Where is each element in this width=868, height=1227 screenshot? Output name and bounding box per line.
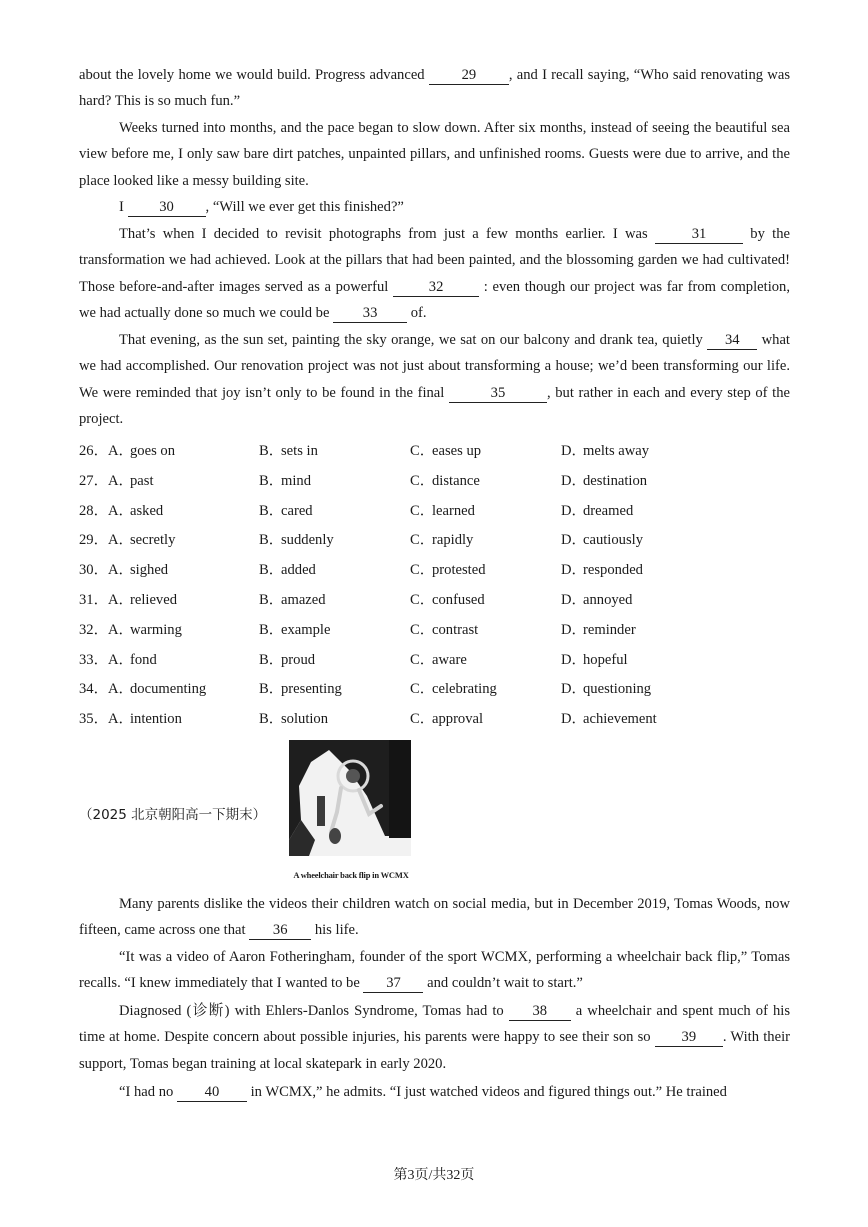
option-letter: C．: [410, 681, 435, 698]
question-row: [79, 470, 790, 492]
photo-illustration: [289, 740, 411, 856]
option-letter: D．: [561, 562, 587, 579]
option-text: contrast: [432, 621, 479, 638]
option-letter: B．: [259, 502, 284, 519]
option-a: [108, 470, 154, 492]
option-letter: A．: [108, 443, 134, 459]
option-letter: D．: [561, 532, 587, 549]
option-letter: C．: [410, 502, 435, 519]
question-number: 32．: [79, 621, 109, 638]
option-c: [410, 500, 475, 522]
option-text: proud: [281, 651, 316, 668]
option-letter: A．: [108, 532, 134, 549]
option-text: amazed: [281, 592, 326, 608]
option-letter: D．: [561, 472, 587, 489]
option-d: [561, 678, 651, 700]
option-d: [561, 440, 649, 462]
option-text: rapidly: [432, 532, 474, 549]
option-letter: B．: [259, 621, 284, 638]
option-text: protested: [432, 562, 486, 579]
option-a: [108, 440, 175, 462]
option-text: hopeful: [583, 651, 628, 668]
option-c: [410, 678, 497, 700]
blank-32: 32: [393, 278, 479, 297]
option-b: [259, 708, 328, 730]
option-letter: D．: [561, 443, 587, 459]
wheelchair-flip-photo: [289, 740, 411, 856]
question-number: 33．: [79, 651, 109, 668]
option-text: aware: [432, 651, 467, 668]
option-text: suddenly: [281, 532, 334, 549]
option-a: [108, 678, 206, 700]
option-text: dreamed: [583, 502, 634, 519]
option-letter: C．: [410, 472, 435, 489]
passage2-paragraph-3: Diagnosed (诊断) with Ehlers-Danlos Syndrome, Tomas had to 38 a wheelchair and spent much of his time at home. Despite concern about possible injuries, his parents were happy to see their son so 39 . With their support, Tomas began training at local skatepark in early 2020.: [79, 1003, 790, 1072]
passage1-paragraph-4: That’s when I decided to revisit photographs from just a few months earlier. I was 31 by the transformation we had achieved. Look at the pillars that had been painted, and the blossoming garden we had cultivated! Those before-and-after images served as a powerful 32 : even though our project was far from completion, we had actually done so much we could be 33 of.: [79, 226, 790, 321]
question-number: 28．: [79, 502, 109, 519]
option-letter: B．: [259, 592, 284, 608]
option-text: cared: [281, 502, 313, 519]
option-text: presenting: [281, 681, 342, 698]
passage1-paragraph-3: I 30 , “Will we ever get this finished?”: [119, 199, 404, 215]
option-text: intention: [130, 711, 182, 728]
option-c: [410, 440, 481, 462]
option-a: [108, 708, 182, 730]
blank-30: 30: [128, 198, 206, 217]
option-b: [259, 559, 316, 581]
option-letter: B．: [259, 681, 284, 698]
option-text: questioning: [583, 681, 652, 698]
question-row: [79, 678, 790, 700]
option-letter: B．: [259, 472, 284, 489]
option-a: [108, 559, 168, 581]
option-text: mind: [281, 472, 311, 489]
option-text: approval: [432, 711, 484, 728]
passage2-paragraph-4: “I had no 40 in WCMX,” he admits. “I just watched videos and figured things out.” He trained: [119, 1084, 727, 1100]
option-text: responded: [583, 562, 643, 579]
question-row: [79, 529, 790, 551]
option-letter: A．: [108, 472, 134, 489]
blank-35: 35: [449, 384, 547, 403]
option-letter: D．: [561, 502, 587, 519]
blank-39: 39: [655, 1028, 723, 1047]
question-row: [79, 440, 790, 462]
option-text: melts away: [583, 443, 650, 459]
blank-29: 29: [429, 66, 509, 85]
option-d: [561, 470, 647, 492]
option-letter: C．: [410, 621, 435, 638]
option-text: confused: [432, 592, 485, 608]
option-text: fond: [130, 651, 157, 668]
option-letter: C．: [410, 651, 435, 668]
option-b: [259, 500, 313, 522]
option-letter: B．: [259, 711, 284, 728]
option-c: [410, 619, 478, 641]
option-a: [108, 529, 175, 551]
passage2-paragraph-1: Many parents dislike the videos their children watch on social media, but in December 2019, Tomas Woods, now fifteen, came across one that 36 his life.: [79, 896, 790, 939]
option-letter: D．: [561, 592, 587, 608]
option-text: relieved: [130, 592, 177, 608]
option-letter: C．: [410, 562, 435, 579]
option-letter: A．: [108, 621, 134, 638]
option-b: [259, 619, 330, 641]
option-text: warming: [130, 621, 182, 638]
blank-38: 38: [509, 1002, 571, 1021]
question-number: 26．: [79, 443, 109, 459]
question-number: 35．: [79, 711, 109, 728]
option-a: [108, 649, 157, 671]
option-c: [410, 589, 485, 611]
passage2-paragraph-2: “It was a video of Aaron Fotheringham, founder of the sport WCMX, performing a wheelchair back flip,” Tomas recalls. “I knew immediately that I wanted to be 37 and couldn’t wait to start.”: [79, 949, 790, 992]
option-d: [561, 708, 657, 730]
exam-source-label: （2025 北京朝阳高一下期末）: [79, 807, 267, 823]
blank-33: 33: [333, 304, 407, 323]
question-number: 31．: [79, 592, 109, 608]
question-row: [79, 649, 790, 671]
option-letter: C．: [410, 443, 435, 459]
option-text: achievement: [583, 711, 657, 728]
option-text: annoyed: [583, 592, 633, 608]
option-b: [259, 649, 315, 671]
figure-caption: A wheelchair back flip in WCMX: [293, 870, 409, 880]
option-text: reminder: [583, 621, 636, 638]
option-text: eases up: [432, 443, 482, 459]
question-row: [79, 559, 790, 581]
option-a: [108, 589, 177, 611]
option-text: cautiously: [583, 532, 643, 549]
passage1-paragraph-5: That evening, as the sun set, painting the sky orange, we sat on our balcony and drank tea, quietly 34 what we had accomplished. Our renovation project was not just about transforming a house; we’d been transforming our life. We were reminded that joy isn’t only to be found in the final 35 , but rather in each and every step of the project.: [79, 332, 790, 427]
blank-40: 40: [177, 1083, 247, 1102]
option-text: sets in: [281, 443, 318, 459]
option-c: [410, 470, 480, 492]
option-text: secretly: [130, 532, 176, 549]
option-letter: D．: [561, 711, 587, 728]
question-number: 29．: [79, 532, 109, 549]
question-number: 30．: [79, 562, 109, 579]
option-letter: C．: [410, 592, 435, 608]
question-row: [79, 500, 790, 522]
blank-36: 36: [249, 921, 311, 940]
option-text: sighed: [130, 562, 169, 579]
option-c: [410, 649, 467, 671]
option-d: [561, 649, 628, 671]
option-letter: B．: [259, 443, 284, 459]
option-letter: D．: [561, 681, 587, 698]
question-row: [79, 619, 790, 641]
option-letter: A．: [108, 592, 134, 608]
option-b: [259, 529, 334, 551]
option-d: [561, 589, 632, 611]
option-text: learned: [432, 502, 475, 519]
option-text: solution: [281, 711, 329, 728]
option-letter: A．: [108, 562, 134, 579]
option-text: example: [281, 621, 331, 638]
option-text: goes on: [130, 443, 175, 459]
option-d: [561, 559, 643, 581]
option-letter: B．: [259, 651, 284, 668]
option-a: [108, 500, 163, 522]
option-d: [561, 619, 636, 641]
option-b: [259, 440, 318, 462]
blank-34: 34: [707, 331, 757, 350]
option-letter: C．: [410, 532, 435, 549]
option-letter: C．: [410, 711, 435, 728]
option-letter: D．: [561, 651, 587, 668]
option-b: [259, 678, 342, 700]
option-letter: B．: [259, 532, 284, 549]
option-b: [259, 589, 326, 611]
option-letter: A．: [108, 651, 134, 668]
option-text: added: [281, 562, 316, 579]
option-text: celebrating: [432, 681, 497, 698]
option-d: [561, 500, 633, 522]
option-text: asked: [130, 502, 164, 519]
question-row: [79, 589, 790, 611]
option-text: distance: [432, 472, 480, 489]
option-text: documenting: [130, 681, 207, 698]
passage1-paragraph-2: Weeks turned into months, and the pace began to slow down. After six months, instead of seeing the beautiful sea view before me, I only saw bare dirt patches, unpainted pillars, and unfinished rooms. Guests were due to arrive, and the place looked like a messy building site.: [79, 120, 790, 189]
option-letter: A．: [108, 681, 134, 698]
option-a: [108, 619, 182, 641]
question-number: 34．: [79, 681, 109, 698]
option-d: [561, 529, 643, 551]
option-text: destination: [583, 472, 648, 489]
blank-31: 31: [655, 225, 743, 244]
question-number: 27．: [79, 472, 109, 489]
option-b: [259, 470, 311, 492]
option-c: [410, 559, 486, 581]
question-row: [79, 708, 790, 730]
passage1-paragraph-1: about the lovely home we would build. Progress advanced 29 , and I recall saying, “Who said renovating was hard? This is so much fun.”: [79, 67, 790, 110]
page-number: 第3页/共32页: [393, 1168, 475, 1183]
option-letter: A．: [108, 502, 134, 519]
option-letter: B．: [259, 562, 284, 579]
option-c: [410, 708, 483, 730]
option-letter: D．: [561, 621, 587, 638]
option-letter: A．: [108, 711, 134, 728]
option-text: past: [130, 472, 154, 489]
option-c: [410, 529, 473, 551]
blank-37: 37: [363, 974, 423, 993]
